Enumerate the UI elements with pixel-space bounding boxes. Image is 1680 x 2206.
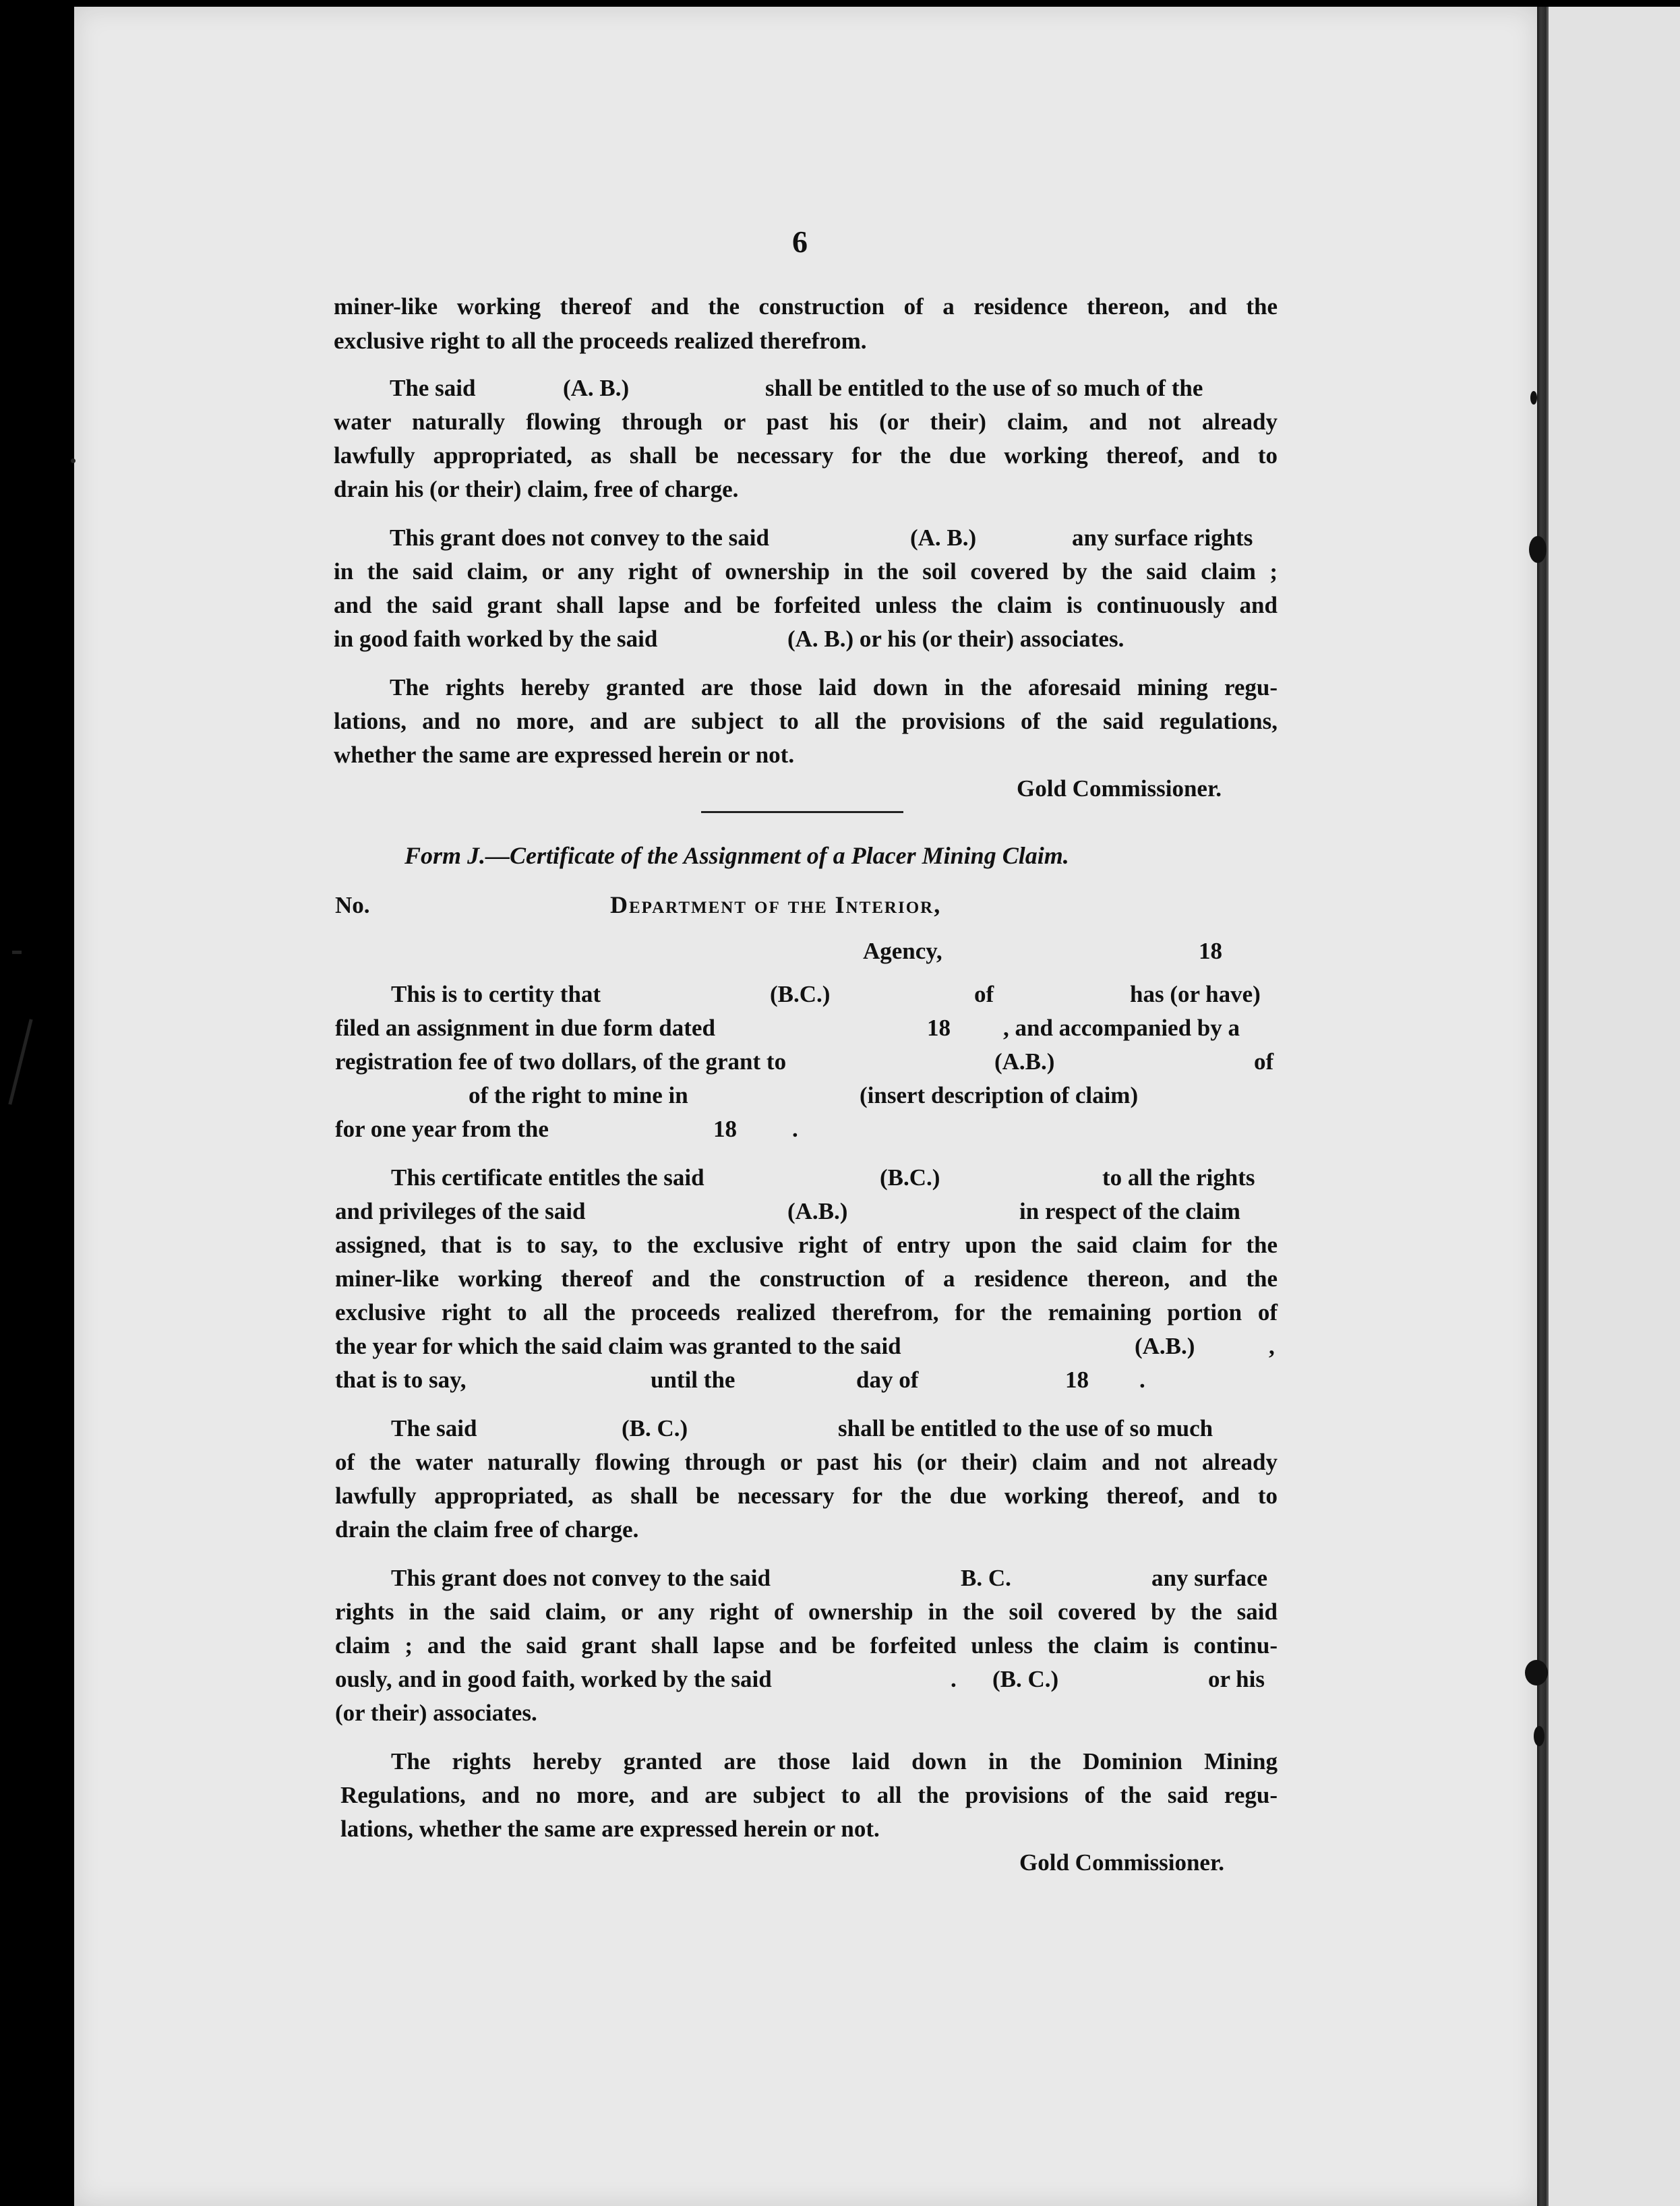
placeholder-ab: (A. B.): [910, 525, 977, 551]
text-fragment: day of: [856, 1367, 919, 1393]
text-fragment: .: [792, 1116, 798, 1142]
text-fragment: any surface: [1151, 1565, 1268, 1591]
text-line: The rights hereby granted are those laid down in the aforesaid mining regu-: [390, 674, 1278, 700]
placeholder-ab: (A.B.): [1135, 1333, 1195, 1359]
text-fragment: that is to say,: [335, 1367, 467, 1393]
margin-mark: [71, 458, 76, 463]
placeholder-bc: (B. C.): [992, 1666, 1059, 1692]
year-prefix: 18: [713, 1116, 737, 1142]
text-fragment: registration fee of two dollars, of the grant to: [335, 1048, 787, 1075]
ink-blot: [1525, 1660, 1548, 1686]
page-number: 6: [792, 225, 808, 259]
text-line: lations, whether the same are expressed herein or not.: [340, 1816, 880, 1842]
placeholder-bc: (B.C.): [770, 981, 831, 1007]
text-line: miner-like working thereof and the construction of a residence thereon, and the: [334, 293, 1278, 320]
year-prefix: 18: [927, 1015, 951, 1041]
text-fragment: ,: [1269, 1333, 1275, 1359]
text-line: drain the claim free of charge.: [335, 1516, 639, 1543]
text-fragment: of: [974, 981, 994, 1007]
signature-gold-commissioner: Gold Commissioner.: [1019, 1849, 1225, 1876]
ink-blot: [1534, 1726, 1544, 1746]
text-line: miner-like working thereof and the construction of a residence thereon, and the: [335, 1265, 1278, 1292]
text-fragment: , and accompanied by a: [1003, 1015, 1240, 1041]
text-fragment: (A. B.) or his (or their) associates.: [787, 626, 1124, 652]
page-fold: [1537, 7, 1547, 2206]
form-title: Form J.—Certificate of the Assignment of a Placer Mining Claim.: [404, 842, 1069, 869]
text-fragment: and privileges of the said: [335, 1198, 586, 1224]
department-heading: Department of the Interior,: [610, 891, 942, 918]
placeholder-ab: (A.B.): [994, 1048, 1055, 1075]
margin-mark: [8, 1019, 32, 1104]
placeholder-ab: (A.B.): [787, 1198, 848, 1224]
text-line: lations, and no more, and are subject to all the provisions of the said regulations,: [334, 708, 1278, 734]
text-fragment: any surface rights: [1072, 525, 1253, 551]
text-line: lawfully appropriated, as shall be necessary for the due working thereof, and to: [334, 442, 1278, 469]
text-fragment: The said: [391, 1415, 477, 1441]
text-fragment: in respect of the claim: [1019, 1198, 1240, 1224]
placeholder-bc: (B. C.): [622, 1415, 688, 1441]
text-fragment: This certificate entitles the said: [391, 1164, 704, 1191]
text-line: whether the same are expressed herein or not.: [334, 742, 795, 768]
text-line: lawfully appropriated, as shall be necessary for the due working thereof, and to: [335, 1483, 1278, 1509]
text-line: in the said claim, or any right of ownership in the soil covered by the said claim ;: [334, 558, 1278, 585]
adjacent-page-edge: [1547, 7, 1680, 2206]
text-fragment: in good faith worked by the said: [334, 626, 658, 652]
text-fragment: This grant does not convey to the said: [390, 525, 769, 551]
text-fragment: (or their) associates.: [335, 1700, 537, 1726]
text-fragment: The said: [390, 375, 476, 401]
text-fragment: of the right to mine in: [469, 1082, 688, 1108]
placeholder-bc: B. C.: [961, 1565, 1011, 1591]
text-fragment: of: [1254, 1048, 1274, 1075]
year-prefix: 18: [1199, 938, 1222, 964]
text-fragment: .: [951, 1666, 957, 1692]
margin-mark: [12, 951, 22, 954]
section-divider: [701, 811, 903, 813]
text-line: exclusive right to all the proceeds realized therefrom.: [334, 328, 867, 354]
agency-label: Agency,: [863, 938, 942, 964]
text-fragment: the year for which the said claim was granted to the said: [335, 1333, 901, 1359]
signature-gold-commissioner: Gold Commissioner.: [1017, 775, 1222, 802]
form-number-label: No.: [335, 892, 370, 918]
text-line: rights in the said claim, or any right of ownership in the soil covered by the said: [335, 1599, 1278, 1625]
text-fragment: to all the rights: [1102, 1164, 1255, 1191]
text-line: of the water naturally flowing through or past his (or their) claim and not already: [335, 1449, 1278, 1475]
text-fragment: shall be entitled to the use of so much of the: [765, 375, 1203, 401]
text-fragment: .: [1139, 1367, 1145, 1393]
text-fragment: This is to certity that: [391, 981, 601, 1007]
text-fragment: until the: [651, 1367, 736, 1393]
claim-description-placeholder: (insert description of claim): [860, 1082, 1139, 1108]
text-fragment: shall be entitled to the use of so much: [838, 1415, 1213, 1441]
text-fragment: for one year from the: [335, 1116, 549, 1142]
text-fragment: filed an assignment in due form dated: [335, 1015, 715, 1041]
ink-blot: [1529, 536, 1547, 563]
text-line: exclusive right to all the proceeds realized therefrom, for the remaining portion of: [335, 1299, 1278, 1325]
adjacent-page-rule: [1547, 7, 1549, 2206]
text-fragment: has (or have): [1130, 981, 1261, 1007]
placeholder-bc: (B.C.): [880, 1164, 940, 1191]
placeholder-ab: (A. B.): [563, 375, 630, 401]
text-line: assigned, that is to say, to the exclusive right of entry upon the said claim for the: [335, 1232, 1278, 1258]
text-line: water naturally flowing through or past his (or their) claim, and not already: [334, 409, 1278, 435]
text-line: The rights hereby granted are those laid down in the Dominion Mining: [391, 1748, 1278, 1775]
text-line: Regulations, and no more, and are subject to all the provisions of the said regu-: [340, 1782, 1278, 1808]
text-line: claim ; and the said grant shall lapse and be forfeited unless the claim is continu-: [335, 1632, 1278, 1659]
text-line: and the said grant shall lapse and be forfeited unless the claim is continuously and: [334, 592, 1278, 618]
year-prefix: 18: [1065, 1367, 1089, 1393]
text-line: drain his (or their) claim, free of charge.: [334, 476, 739, 502]
ink-blot: [1530, 391, 1537, 405]
text-fragment: or his: [1208, 1666, 1265, 1692]
text-fragment: ously, and in good faith, worked by the said: [335, 1666, 772, 1692]
text-fragment: This grant does not convey to the said: [391, 1565, 771, 1591]
